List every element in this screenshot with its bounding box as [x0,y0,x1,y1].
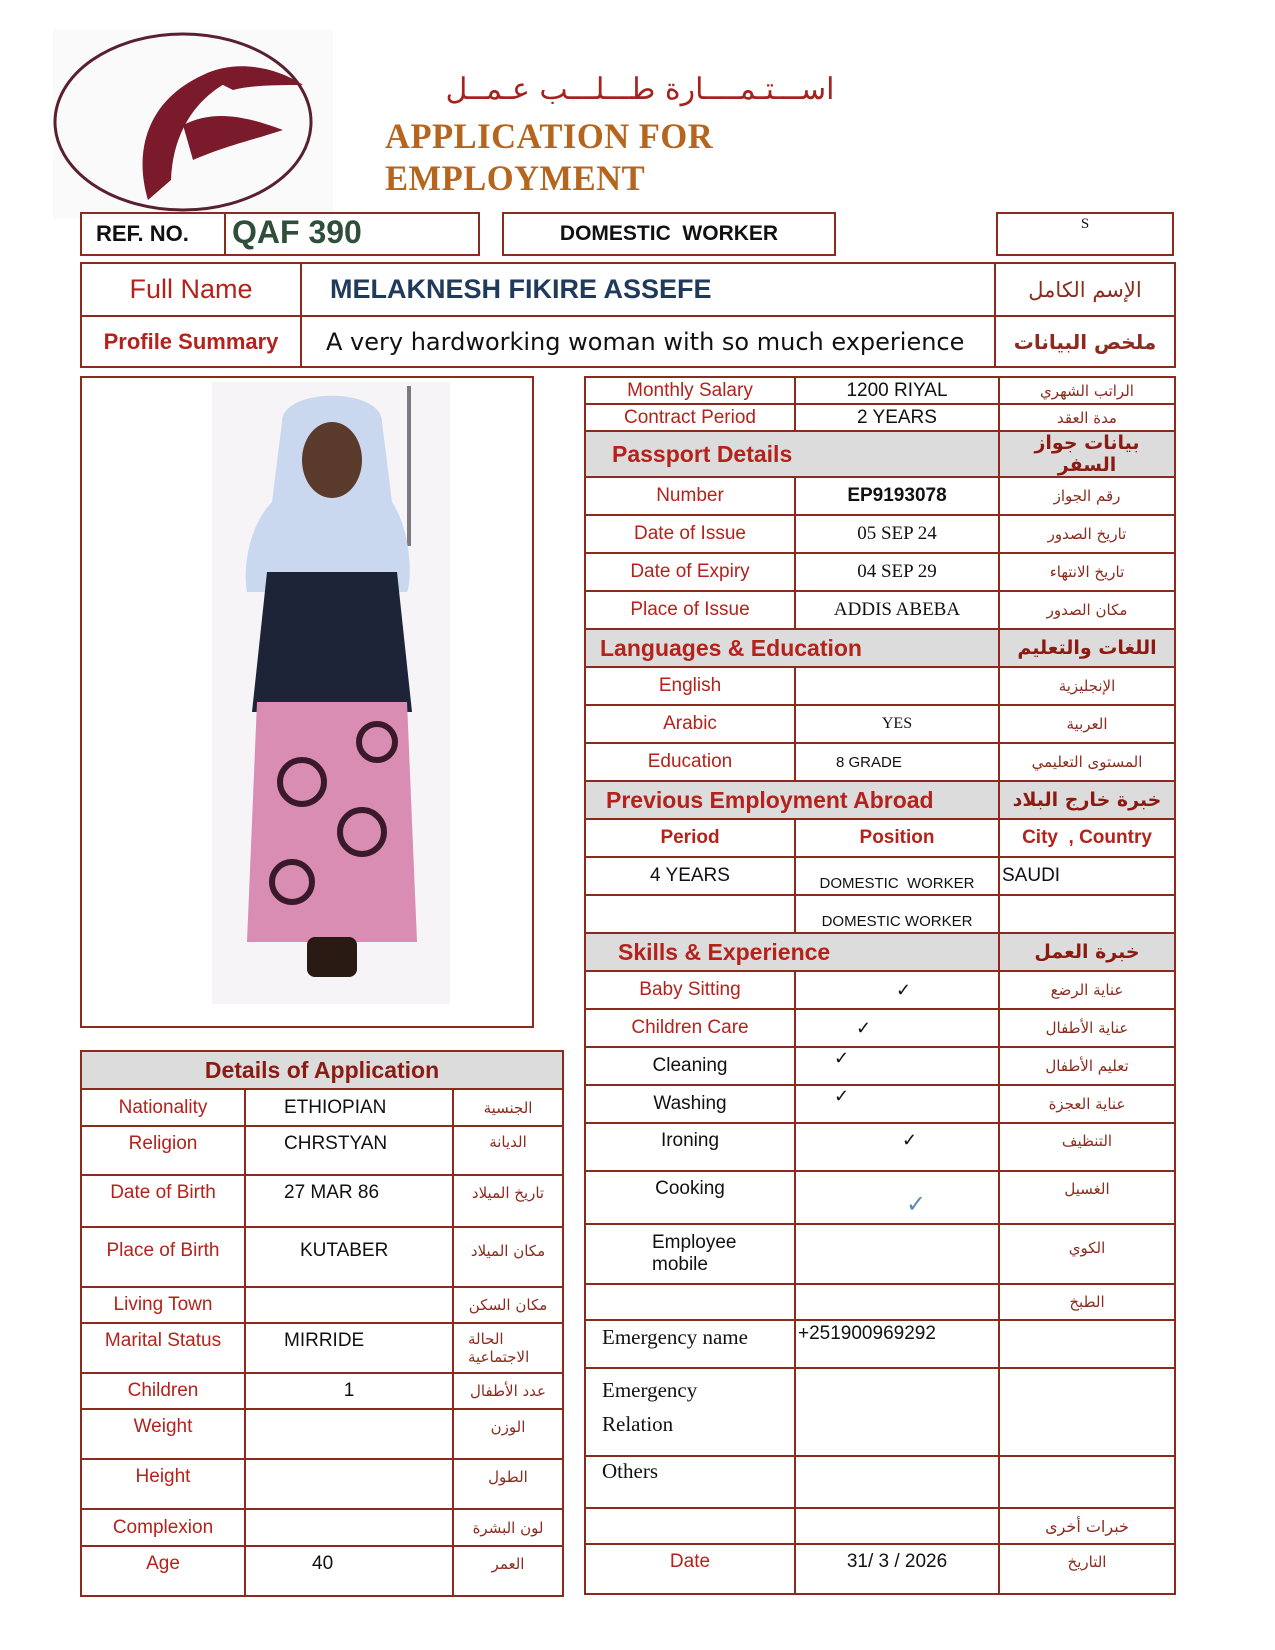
emergency-phone: +251900969292 [795,1320,999,1368]
skill-arabic: التنظيف [999,1123,1175,1171]
salary-value: 1200 RIYAL [795,377,999,404]
ref-box [80,212,480,256]
others-label: Others [585,1456,795,1508]
detail-value: MIRRIDE [245,1323,453,1373]
languages-section-arabic: اللغات والتعليم [999,629,1175,667]
check-icon: ✓ [795,1171,999,1224]
detail-value: 27 MAR 86 [245,1175,453,1227]
issue-date-label: Date of Issue [585,515,795,553]
employment-position: DOMESTIC WORKER [795,857,999,895]
education-label: Education [585,743,795,781]
identity-table [80,262,1176,368]
salary-arabic: الراتب الشهري [999,377,1175,404]
blank-value [795,1284,999,1320]
languages-section-title: Languages & Education [585,629,999,667]
emergency-relation-value [795,1368,999,1456]
issue-date-arabic: تاريخ الصدور [999,515,1175,553]
contract-arabic: مدة العقد [999,404,1175,431]
check-icon: ✓ [795,1047,999,1085]
detail-arabic: تاريخ الميلاد [453,1175,563,1227]
job-box [502,212,836,256]
detail-label: Height [81,1459,245,1509]
date-label: Date [585,1544,795,1594]
skill-arabic: عناية الأطفال [999,1009,1175,1047]
skill-arabic: عناية العجزة [999,1085,1175,1123]
skill-arabic: الغسيل [999,1171,1175,1224]
skill-label: Baby Sitting [585,971,795,1009]
summary-label: Profile Summary [81,316,301,367]
expiry-date-label: Date of Expiry [585,553,795,591]
details-section-title: Details of Application [81,1051,563,1089]
skill-label: Children Care [585,1009,795,1047]
detail-arabic: الحالة الاجتماعية [453,1323,563,1373]
skill-label: Ironing [585,1123,795,1171]
detail-label: Complexion [81,1509,245,1546]
detail-label: Marital Status [81,1323,245,1373]
country-header: City , Country [999,819,1175,857]
title-arabic: اســـتـمــــارة طـــلـــب عـمــل [445,72,835,107]
corner-box [996,212,1174,256]
emergency-name-label: Emergency name [585,1320,795,1368]
detail-value: ETHIOPIAN [245,1089,453,1126]
summary-arabic: ملخص البيانات [995,316,1175,367]
date-value: 31/ 3 / 2026 [795,1544,999,1594]
english-arabic: الإنجليزية [999,667,1175,705]
period-header: Period [585,819,795,857]
skill-label: Washing [585,1085,795,1123]
skills-section-title: Skills & Experience [585,933,999,971]
other-skills-value [795,1508,999,1544]
detail-label: Date of Birth [81,1175,245,1227]
mobile-arabic: الكوي [999,1224,1175,1284]
passport-number-arabic: رقم الجواز [999,477,1175,515]
emergency-relation-arabic [999,1368,1175,1456]
ref-value: QAF 390 [232,214,362,250]
blank-label [585,1284,795,1320]
candidate-photo [212,382,450,1004]
full-name-label: Full Name [81,263,301,316]
employment-period-2 [585,895,795,933]
photo-frame [80,376,534,1028]
passport-number-label: Number [585,477,795,515]
full-name-arabic: الإسم الكامل [995,263,1175,316]
detail-value [245,1409,453,1459]
details-table [80,1050,564,1597]
expiry-date-value: 04 SEP 29 [795,553,999,591]
detail-arabic: العمر [453,1546,563,1596]
education-value: 8 GRADE [795,743,999,781]
ref-label: REF. NO. [82,214,226,254]
skills-section-arabic: خبرة العمل [999,933,1175,971]
issue-place-label: Place of Issue [585,591,795,629]
employment-country: SAUDI [999,857,1175,895]
detail-label: Children [81,1373,245,1409]
detail-arabic: الجنسية [453,1089,563,1126]
employment-position-2: DOMESTIC WORKER [795,895,999,933]
detail-label: Place of Birth [81,1227,245,1287]
issue-place-value: ADDIS ABEBA [795,591,999,629]
expiry-date-arabic: تاريخ الانتهاء [999,553,1175,591]
employment-period: 4 YEARS [585,857,795,895]
detail-value: KUTABER [245,1227,453,1287]
detail-value [245,1459,453,1509]
passport-section-title: Passport Details [585,431,999,477]
arabic-arabic: العربية [999,705,1175,743]
employment-country-2 [999,895,1175,933]
detail-value: 1 [245,1373,453,1409]
other-skills-label [585,1508,795,1544]
check-icon: ✓ [795,1123,999,1171]
contract-value: 2 YEARS [795,404,999,431]
skill-arabic: تعليم الأطفال [999,1047,1175,1085]
emergency-relation-label [585,1368,795,1456]
issue-date-value: 05 SEP 24 [795,515,999,553]
others-value [795,1456,999,1508]
contract-label: Contract Period [585,404,795,431]
salary-label: Monthly Salary [585,377,795,404]
check-icon: ✓ [795,971,999,1009]
emergency-name-arabic [999,1320,1175,1368]
education-arabic: المستوى التعليمي [999,743,1175,781]
passport-section-arabic: بيانات جواز السفر [999,431,1175,477]
detail-label: Living Town [81,1287,245,1323]
detail-arabic: مكان الميلاد [453,1227,563,1287]
mobile-label: Employee mobile [585,1224,795,1284]
summary-value: A very hardworking woman with so much experience [301,316,995,367]
other-skills-arabic: خبرات أخرى [999,1508,1175,1544]
detail-value: CHRSTYAN [245,1126,453,1175]
english-value [795,667,999,705]
detail-arabic: الوزن [453,1409,563,1459]
detail-label: Religion [81,1126,245,1175]
arabic-label: Arabic [585,705,795,743]
detail-arabic: مكان السكن [453,1287,563,1323]
detail-value: 40 [245,1546,453,1596]
relation-label: Relation [602,1412,674,1436]
date-arabic: التاريخ [999,1544,1175,1594]
emergency-label: Emergency [602,1378,698,1402]
detail-value [245,1287,453,1323]
detail-label: Age [81,1546,245,1596]
others-arabic [999,1456,1175,1508]
full-name-value: MELAKNESH FIKIRE ASSEFE [301,263,995,316]
detail-arabic: الطول [453,1459,563,1509]
detail-label: Nationality [81,1089,245,1126]
detail-value [245,1509,453,1546]
mobile-value [795,1224,999,1284]
title-english: APPLICATION FOR EMPLOYMENT [385,116,714,198]
passport-number-value: EP9193078 [795,477,999,515]
check-icon: ✓ [795,1085,999,1123]
company-logo [53,30,333,218]
skill-label: Cleaning [585,1047,795,1085]
skill-label: Cooking [585,1171,795,1224]
detail-arabic: لون البشرة [453,1509,563,1546]
corner-mark: S [1080,216,1090,232]
right-table [584,376,1176,1595]
detail-arabic: الديانة [453,1126,563,1175]
issue-place-arabic: مكان الصدور [999,591,1175,629]
arabic-value: YES [795,705,999,743]
blank-arabic: الطبخ [999,1284,1175,1320]
english-label: English [585,667,795,705]
employment-section-arabic: خبرة خارج البلاد [999,781,1175,819]
check-icon: ✓ [795,1009,999,1047]
position-header: Position [795,819,999,857]
job-title: DOMESTIC WORKER [559,222,779,245]
skill-arabic: عناية الرضع [999,971,1175,1009]
detail-label: Weight [81,1409,245,1459]
detail-arabic: عدد الأطفال [453,1373,563,1409]
employment-section-title: Previous Employment Abroad [585,781,999,819]
